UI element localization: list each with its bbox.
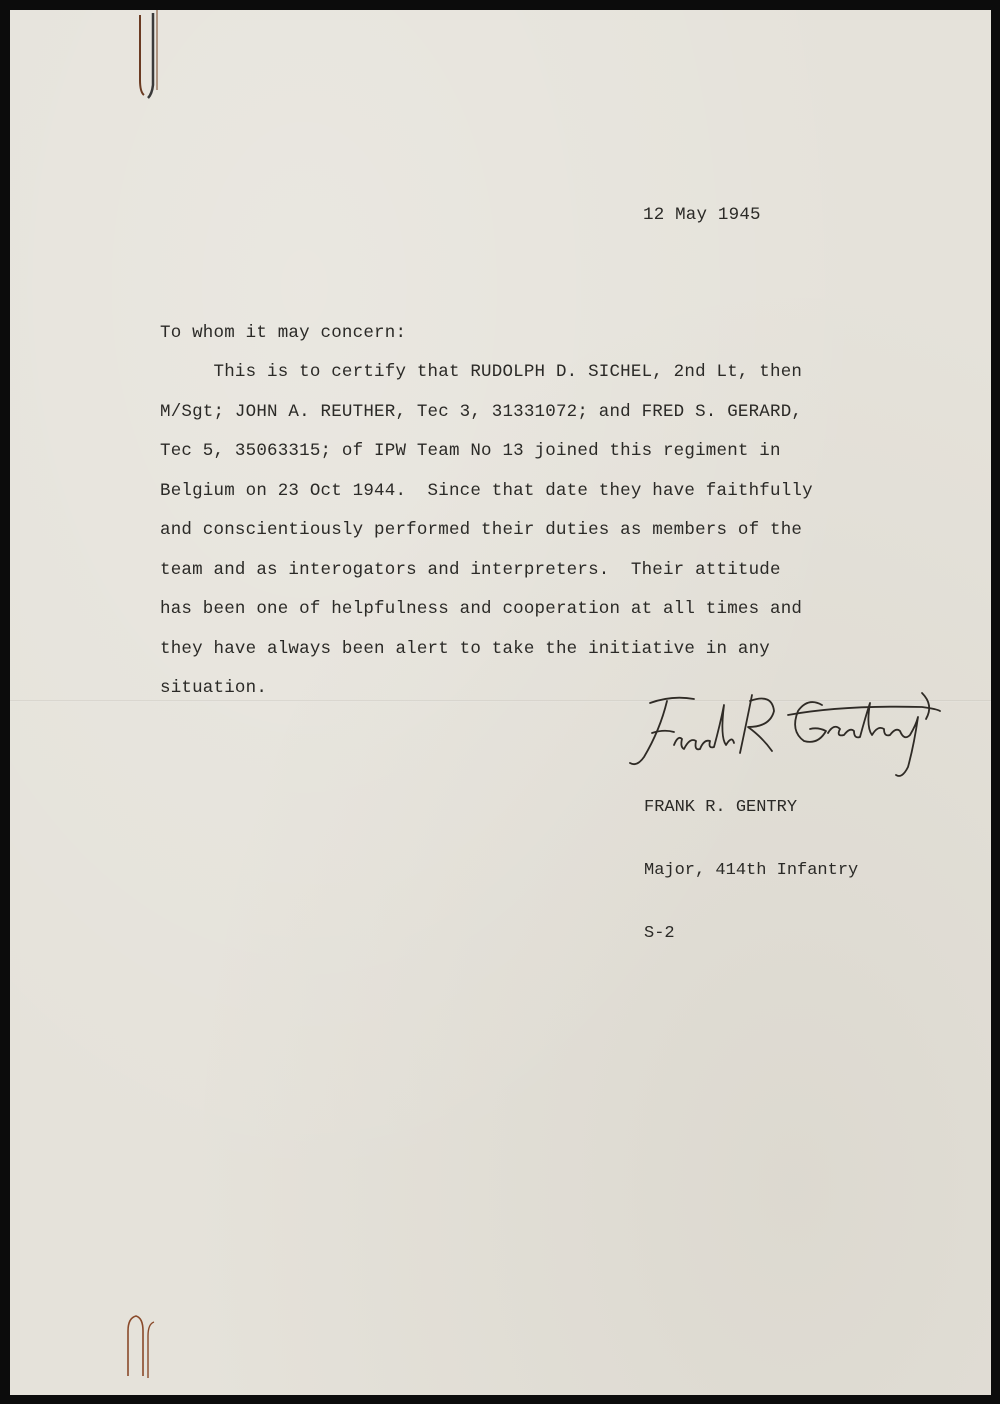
signer-office: S-2 bbox=[644, 924, 675, 943]
signer-name: FRANK R. GENTRY bbox=[644, 798, 798, 817]
body-line: team and as interogators and interpreters. Their attitude bbox=[160, 560, 781, 580]
staple-mark-bottom bbox=[118, 1306, 168, 1386]
body-line: Belgium on 23 Oct 1944. Since that date they have faithfully bbox=[160, 481, 813, 501]
letter-page bbox=[10, 10, 991, 1395]
letter-date: 12 May 1945 bbox=[643, 205, 761, 225]
body-line: This is to certify that RUDOLPH D. SICHEL, 2nd Lt, then bbox=[160, 362, 803, 382]
body-line: has been one of helpfulness and cooperation at all times and bbox=[160, 599, 803, 619]
body-line: situation. bbox=[160, 678, 268, 698]
body-line: Tec 5, 35063315; of IPW Team No 13 joined this regiment in bbox=[160, 441, 781, 461]
body-line: and conscientiously performed their duties as members of the bbox=[160, 520, 803, 540]
body-line: M/Sgt; JOHN A. REUTHER, Tec 3, 31331072; and FRED S. GERARD, bbox=[160, 402, 803, 422]
salutation: To whom it may concern: bbox=[160, 323, 407, 343]
staple-mark-top bbox=[130, 10, 170, 105]
signer-title: Major, 414th Infantry bbox=[644, 861, 859, 880]
signature-block bbox=[644, 755, 858, 986]
body-line: they have always been alert to take the initiative in any bbox=[160, 639, 770, 659]
